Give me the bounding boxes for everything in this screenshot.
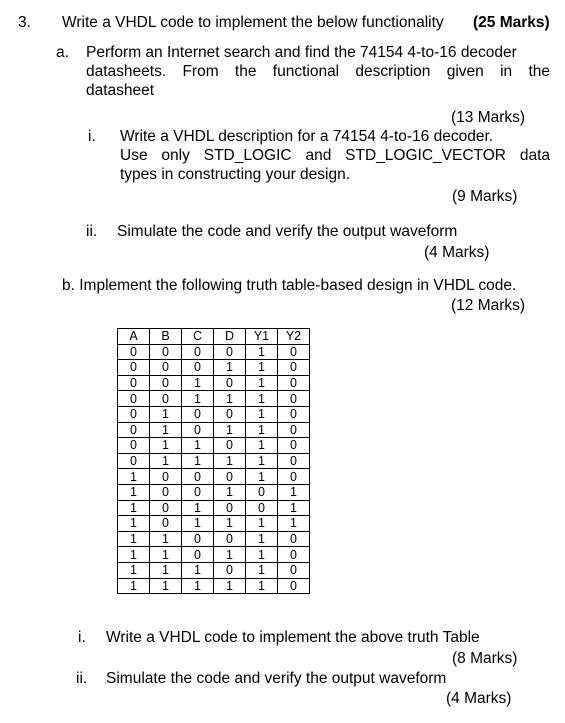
table-cell: 0 [118, 422, 150, 438]
question-number: 3. [18, 14, 31, 31]
table-cell: 0 [182, 344, 214, 360]
part-b-line1: b. Implement the following truth table-based design in VHDL code. [62, 277, 517, 294]
part-a-ii-line1: Simulate the code and verify the output waveform [117, 223, 458, 240]
table-cell: 0 [150, 344, 182, 360]
part-a-label: a. [56, 44, 69, 61]
truth-table-header-row [118, 329, 310, 345]
table-cell: 1 [246, 360, 278, 376]
table-cell: 0 [118, 438, 150, 454]
table-cell: 1 [118, 547, 150, 563]
table-row [118, 360, 310, 376]
header-c: C [182, 329, 214, 345]
table-cell: 0 [278, 391, 310, 407]
table-cell: 0 [182, 547, 214, 563]
table-cell: 0 [150, 516, 182, 532]
table-cell: 0 [118, 406, 150, 422]
table-cell: 0 [118, 453, 150, 469]
part-b-i-line1: Write a VHDL code to implement the above truth Table [106, 629, 480, 646]
table-cell: 0 [150, 500, 182, 516]
table-cell: 1 [278, 516, 310, 532]
table-row [118, 469, 310, 485]
header-d: D [214, 329, 246, 345]
table-cell: 1 [246, 516, 278, 532]
table-cell: 0 [278, 562, 310, 578]
table-cell: 1 [182, 500, 214, 516]
table-cell: 1 [246, 406, 278, 422]
table-cell: 1 [150, 453, 182, 469]
table-cell: 0 [214, 438, 246, 454]
table-cell: 1 [246, 422, 278, 438]
table-row [118, 438, 310, 454]
table-cell: 1 [246, 562, 278, 578]
question-title: Write a VHDL code to implement the below functionality [62, 14, 444, 31]
table-cell: 1 [214, 391, 246, 407]
table-cell: 1 [182, 438, 214, 454]
table-cell: 1 [214, 547, 246, 563]
table-row [118, 344, 310, 360]
table-cell: 0 [150, 375, 182, 391]
part-a-ii-marks: (4 Marks) [424, 244, 490, 261]
part-b-ii-label: ii. [76, 670, 88, 687]
part-a-line3: datasheet [86, 82, 155, 99]
table-cell: 0 [214, 375, 246, 391]
table-cell: 0 [182, 531, 214, 547]
table-cell: 1 [118, 469, 150, 485]
table-cell: 0 [278, 531, 310, 547]
table-cell: 0 [118, 391, 150, 407]
part-a-i-line2: Use only STD_LOGIC and STD_LOGIC_VECTOR data [120, 147, 550, 164]
table-cell: 0 [278, 453, 310, 469]
part-b-ii-line1: Simulate the code and verify the output waveform [106, 670, 447, 687]
part-a-i-label: i. [88, 128, 96, 145]
table-cell: 1 [150, 422, 182, 438]
table-cell: 0 [118, 360, 150, 376]
table-cell: 0 [182, 469, 214, 485]
table-cell: 0 [246, 484, 278, 500]
table-cell: 1 [182, 453, 214, 469]
table-row [118, 531, 310, 547]
table-cell: 0 [278, 375, 310, 391]
table-cell: 0 [214, 500, 246, 516]
table-row [118, 500, 310, 516]
table-row [118, 422, 310, 438]
table-cell: 0 [214, 344, 246, 360]
table-cell: 1 [118, 516, 150, 532]
part-a-i-line3: types in constructing your design. [120, 166, 351, 183]
table-cell: 0 [150, 391, 182, 407]
table-cell: 0 [118, 344, 150, 360]
table-row [118, 547, 310, 563]
table-cell: 1 [214, 516, 246, 532]
header-b: B [150, 329, 182, 345]
table-cell: 0 [182, 360, 214, 376]
table-cell: 1 [150, 438, 182, 454]
table-cell: 1 [246, 531, 278, 547]
table-cell: 0 [182, 484, 214, 500]
table-cell: 1 [182, 375, 214, 391]
part-b-marks: (12 Marks) [451, 297, 526, 314]
table-cell: 1 [150, 547, 182, 563]
table-cell: 1 [214, 453, 246, 469]
table-cell: 0 [214, 406, 246, 422]
part-b-i-label: i. [78, 629, 86, 646]
table-cell: 0 [278, 344, 310, 360]
table-cell: 0 [150, 484, 182, 500]
table-cell: 1 [278, 484, 310, 500]
table-cell: 1 [118, 578, 150, 594]
table-cell: 0 [278, 547, 310, 563]
table-row [118, 375, 310, 391]
table-cell: 1 [214, 578, 246, 594]
header-y1: Y1 [246, 329, 278, 345]
table-cell: 0 [278, 422, 310, 438]
table-cell: 0 [278, 406, 310, 422]
header-a: A [118, 329, 150, 345]
table-cell: 1 [246, 578, 278, 594]
table-cell: 0 [278, 578, 310, 594]
table-cell: 0 [246, 500, 278, 516]
table-cell: 0 [214, 562, 246, 578]
part-b-i-marks: (8 Marks) [452, 650, 518, 667]
table-row [118, 406, 310, 422]
table-cell: 1 [246, 469, 278, 485]
table-cell: 1 [246, 375, 278, 391]
table-cell: 1 [118, 562, 150, 578]
table-cell: 1 [246, 438, 278, 454]
table-cell: 1 [182, 562, 214, 578]
table-row [118, 578, 310, 594]
header-y2: Y2 [278, 329, 310, 345]
table-cell: 1 [118, 500, 150, 516]
table-cell: 1 [214, 484, 246, 500]
table-cell: 1 [118, 531, 150, 547]
table-cell: 1 [182, 391, 214, 407]
table-cell: 1 [246, 547, 278, 563]
table-cell: 0 [278, 360, 310, 376]
part-b-ii-marks: (4 Marks) [446, 690, 512, 707]
table-cell: 1 [182, 578, 214, 594]
table-cell: 1 [150, 406, 182, 422]
table-cell: 0 [118, 375, 150, 391]
table-cell: 0 [182, 406, 214, 422]
table-cell: 1 [214, 422, 246, 438]
table-cell: 1 [118, 484, 150, 500]
table-cell: 1 [246, 391, 278, 407]
table-cell: 1 [278, 500, 310, 516]
table-cell: 1 [150, 578, 182, 594]
table-cell: 0 [182, 422, 214, 438]
question-marks: (25 Marks) [473, 14, 550, 31]
table-cell: 0 [278, 469, 310, 485]
table-row [118, 516, 310, 532]
table-row [118, 453, 310, 469]
table-cell: 1 [182, 516, 214, 532]
part-a-marks: (13 Marks) [451, 109, 526, 126]
table-cell: 0 [214, 469, 246, 485]
part-a-line2: datasheets. From the functional description given in the [86, 63, 550, 80]
table-cell: 1 [150, 562, 182, 578]
table-row [118, 562, 310, 578]
table-cell: 0 [214, 531, 246, 547]
table-cell: 1 [246, 344, 278, 360]
table-cell: 0 [278, 438, 310, 454]
table-row [118, 391, 310, 407]
table-cell: 0 [150, 469, 182, 485]
table-cell: 1 [214, 360, 246, 376]
part-a-i-line1: Write a VHDL description for a 74154 4-to-16 decoder. [120, 128, 494, 145]
table-cell: 1 [246, 453, 278, 469]
part-a-line1: Perform an Internet search and find the 74154 4-to-16 decoder [86, 44, 517, 61]
truth-table [117, 328, 310, 594]
table-row [118, 484, 310, 500]
table-cell: 1 [150, 531, 182, 547]
part-a-ii-label: ii. [86, 223, 98, 240]
table-cell: 0 [150, 360, 182, 376]
part-a-i-marks: (9 Marks) [452, 188, 518, 205]
